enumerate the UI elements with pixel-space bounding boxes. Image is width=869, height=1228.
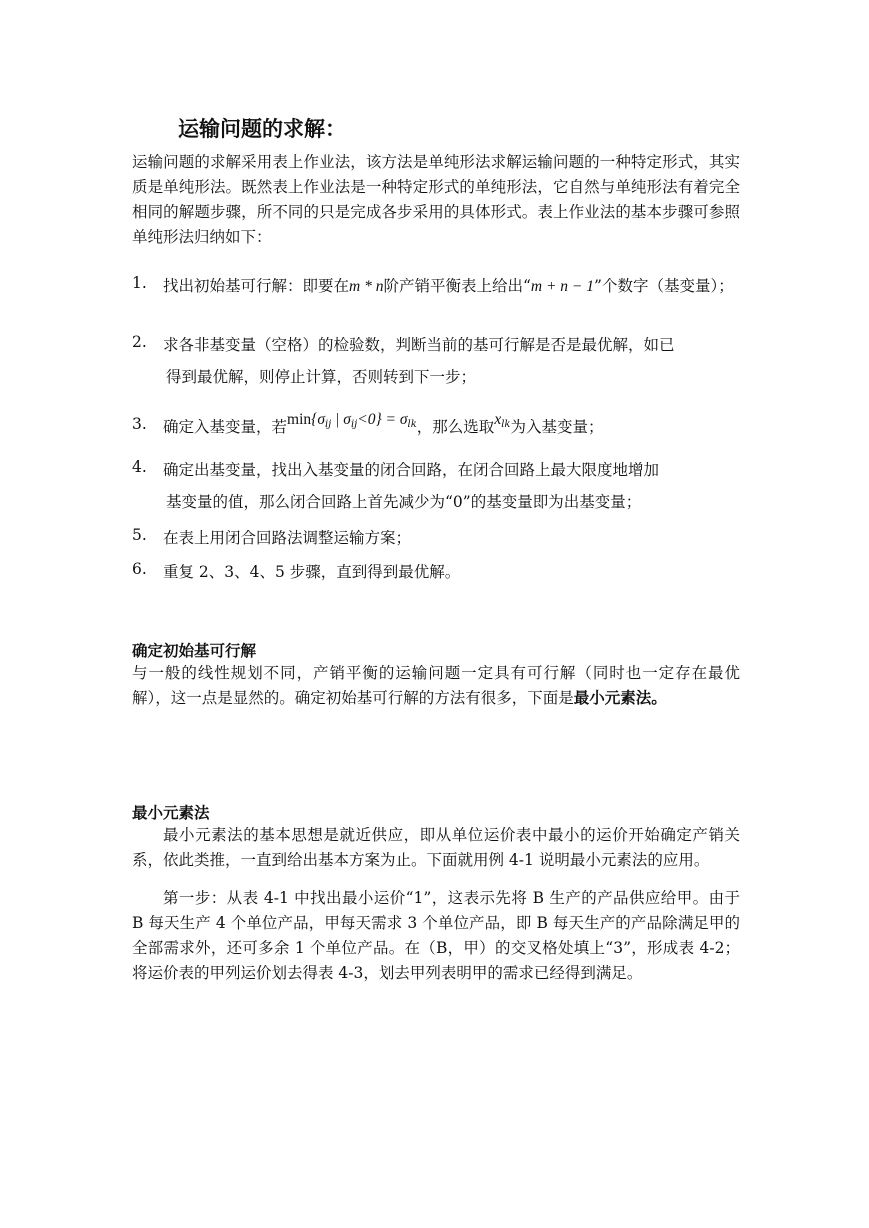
section-paragraph: 与一般的线性规划不同，产销平衡的运输问题一定具有可行解（同时也一定存在最优解），这一点是显然的。确定初始基可行解的方法有很多，下面是最小元素法。 [132,664,740,707]
page-title: 运输问题的求解： [178,117,346,141]
step-text: 在表上用闭合回路法调整运输方案； [163,529,412,547]
math-expression: m * n [349,278,384,295]
math-variable: $x_{lk}$ [494,411,511,430]
step-number: 6. [132,560,147,578]
step-number: 5. [132,526,147,544]
section-heading: 确定初始基可行解 [132,642,257,660]
step-text: 重复 2、3、4、5 步骤，直到得到最优解。 [163,563,461,581]
section-paragraph: 最小元素法的基本思想是就近供应，即从单位运价表中最小的运价开始确定产销关系，依此类推，一直到给出基本方案为止。下面就用例 4-1 说明最小元素法的应用。 [132,826,740,869]
math-expression: m + n − 1 [530,278,595,295]
math-formula: $\min\{\sigma_{ij}$ | $\sigma_{ij}<0\} = \sigma_{lk}$ [287,411,417,430]
intro-paragraph: 运输问题的求解采用表上作业法，该方法是单纯形法求解运输问题的一种特定形式，其实质是单纯形法。既然表上作业法是一种特定形式的单纯形法，它自然与单纯形法有着完全相同的解题步骤，所不同的只是完成各步采用的具体形式。表上作业法的基本步骤可参照单纯形法归纳如下： [132,153,740,246]
step-text: 确定入基变量，若$\min\{\sigma_{ij}$ | $\sigma_{ij}<0\} = \sigma_{lk}$，那么选取$x_{lk}$为入基变量； [163,411,604,436]
section-paragraph: 第一步：从表 4-1 中找出最小运价“1”，这表示先将 B 生产的产品供应给甲。由于 B 每天生产 4 个单位产品，甲每天需求 3 个单位产品，即 B 每天生产的产品除满足甲的全部需求外，还可多余 1 个单位产品。在（B，甲）的交叉格处填上“3”，形成表 4-2；将运价表的甲列运价划去得表 4-3，划去甲列表明甲的需求已经得到满足。 [132,889,740,982]
step-text: 求各非基变量（空格）的检验数，判断当前的基可行解是否是最优解，如已 得到最优解，则停止计算，否则转到下一步； [163,336,675,386]
step-text: 确定出基变量，找出入基变量的闭合回路，在闭合回路上最大限度地增加 基变量的值，那么闭合回路上首先减少为“0”的基变量即为出基变量； [163,461,660,511]
step-number: 4. [132,458,147,476]
step-number: 3. [132,415,147,433]
section-heading: 最小元素法 [132,804,210,822]
bold-term: 最小元素法。 [573,689,667,707]
step-number: 1. [132,274,147,292]
step-number: 2. [132,333,147,351]
step-text: 找出初始基可行解：即要在m * n阶产销平衡表上给出“m + n − 1”个数字（基变量）； [163,277,734,295]
